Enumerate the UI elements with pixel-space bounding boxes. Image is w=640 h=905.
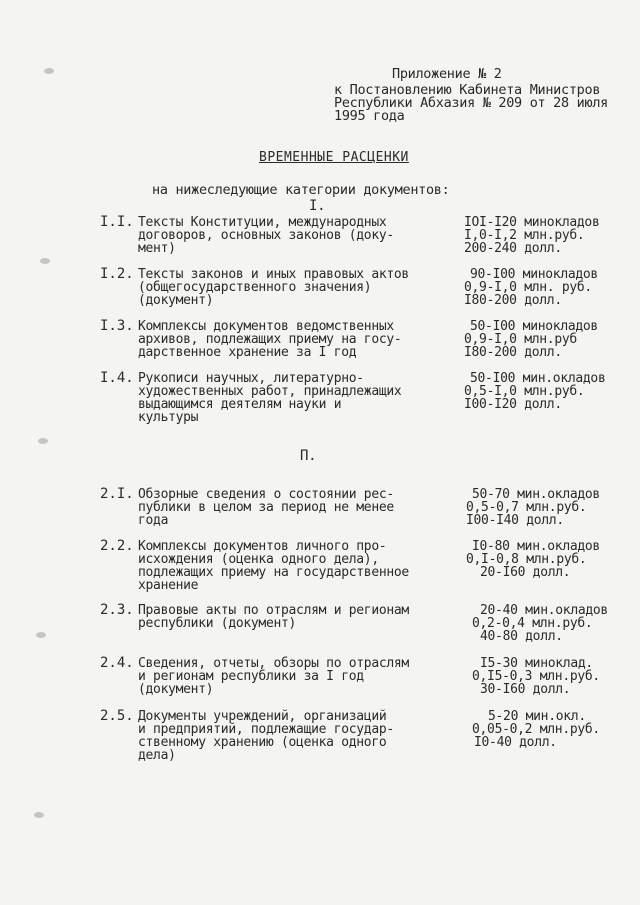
item-price-line: 50-I00 мин.окладов [470,371,606,386]
item-desc-line: публики в целом за период не менее [138,500,394,515]
punch-hole-mark [44,68,54,74]
item-desc-line: культуры [138,410,199,425]
item-price-line: I0-80 мин.окладов [472,539,600,554]
document-title: ВРЕМЕННЫЕ РАСЦЕНКИ [259,150,409,165]
punch-hole-mark [36,632,46,638]
item-desc-line: и предприятий, подлежащие государ- [138,722,394,737]
item-desc-line: выдающимся деятелям науки и [138,397,342,412]
item-price-line: I5-30 миноклад. [480,656,593,671]
item-price-line: I00-I20 долл. [464,397,562,412]
item-price-line: 200-240 долл. [464,241,562,256]
item-number: 2.I. [100,486,134,502]
item-desc-line: Сведения, отчеты, обзоры по отраслям [138,656,409,671]
header-line-4: 1995 года [334,108,405,124]
item-desc-line: Правовые акты по отраслям и регионам [138,603,409,618]
document-subtitle: на нижеследующие категории документов: [152,182,450,198]
item-number: 2.3. [100,602,134,618]
item-number: I.2. [100,266,134,282]
item-desc-line: республики (документ) [138,616,297,631]
item-desc-line: подлежащих приему на государственное [138,565,409,580]
item-desc-line: Обзорные сведения о состоянии рес- [138,487,394,502]
item-desc-line: Комплексы документов личного про- [138,539,387,554]
item-number: I.4. [100,370,134,386]
item-price-line: 40-80 долл. [480,629,563,644]
item-number: 2.4. [100,655,134,671]
item-number: I.3. [100,318,134,334]
item-price-line: I80-200 долл. [464,345,562,360]
item-desc-line: года [138,513,169,528]
header-line-1: Приложение № 2 [392,66,502,82]
item-desc-line: Документы учреждений, организаций [138,709,387,724]
item-desc-line: (общегосударственного значения) [138,280,372,295]
item-number: 2.2. [100,538,134,554]
item-desc-line: Рукописи научных, литературно- [138,371,364,386]
item-number: 2.5. [100,708,134,724]
item-price-line: I80-200 долл. [464,293,562,308]
item-price-line: 90-I00 миноклaдов [470,267,598,282]
item-desc-line: дела) [138,748,176,763]
punch-hole-mark [34,812,44,818]
item-price-line: I00-I40 долл. [466,513,564,528]
item-price-line: I0-40 долл. [474,735,557,750]
item-price-line: 0,5-I,0 млн.руб. [464,384,585,399]
item-desc-line: (документ) [138,682,214,697]
item-price-line: 50-70 мин.окладов [472,487,600,502]
item-price-line: 50-I00 миноклaдов [470,319,598,334]
item-desc-line: ственному хранению (оценка одного [138,735,387,750]
item-number: I.I. [100,214,134,230]
section-label: П. [300,448,317,464]
item-desc-line: хранение [138,578,199,593]
item-price-line: 0,9-I,0 млн. руб. [464,280,592,295]
item-price-line: 20-I60 долл. [480,565,571,580]
item-desc-line: (документ) [138,293,214,308]
item-price-line: 0,9-I,0 млн.руб [464,332,577,347]
item-price-line: 0,05-0,2 млн.руб. [472,722,600,737]
item-desc-line: Комплексы документов ведомственных [138,319,394,334]
item-price-line: 30-I60 долл. [480,682,571,697]
item-desc-line: архивов, подлежащих приему на госу- [138,332,402,347]
item-price-line: 0,2-0,4 млн.руб. [472,616,593,631]
item-desc-line: Тексты законов и иных правовых актов [138,267,409,282]
item-price-line: 5-20 мин.окл. [488,709,586,724]
item-desc-line: договоров, основных законов (доку- [138,228,394,243]
item-price-line: 20-40 мин.окладов [480,603,608,618]
item-price-line: IOI-I20 миноклaдов [464,215,600,230]
item-desc-line: художественных работ, принадлежащих [138,384,402,399]
item-desc-line: мент) [138,241,176,256]
punch-hole-mark [40,258,50,264]
item-desc-line: исхождения (оценка одного дела), [138,552,379,567]
section-label: I. [309,198,326,214]
header-line-2: к Постановлению Кабинета Министров [334,82,601,98]
item-desc-line: дарственное хранение за I год [138,345,357,360]
item-price-line: 0,I5-0,3 млн.руб. [472,669,600,684]
punch-hole-mark [38,438,48,444]
item-price-line: I,0-I,2 млн.руб. [464,228,585,243]
item-desc-line: и регионам республики за I год [138,669,364,684]
item-desc-line: Тексты Конституции, международных [138,215,387,230]
item-price-line: 0,I-0,8 млн.руб. [466,552,587,567]
header-line-3: Республики Абхазия № 209 от 28 июля [334,95,608,111]
item-price-line: 0,5-0,7 млн.руб. [466,500,587,515]
